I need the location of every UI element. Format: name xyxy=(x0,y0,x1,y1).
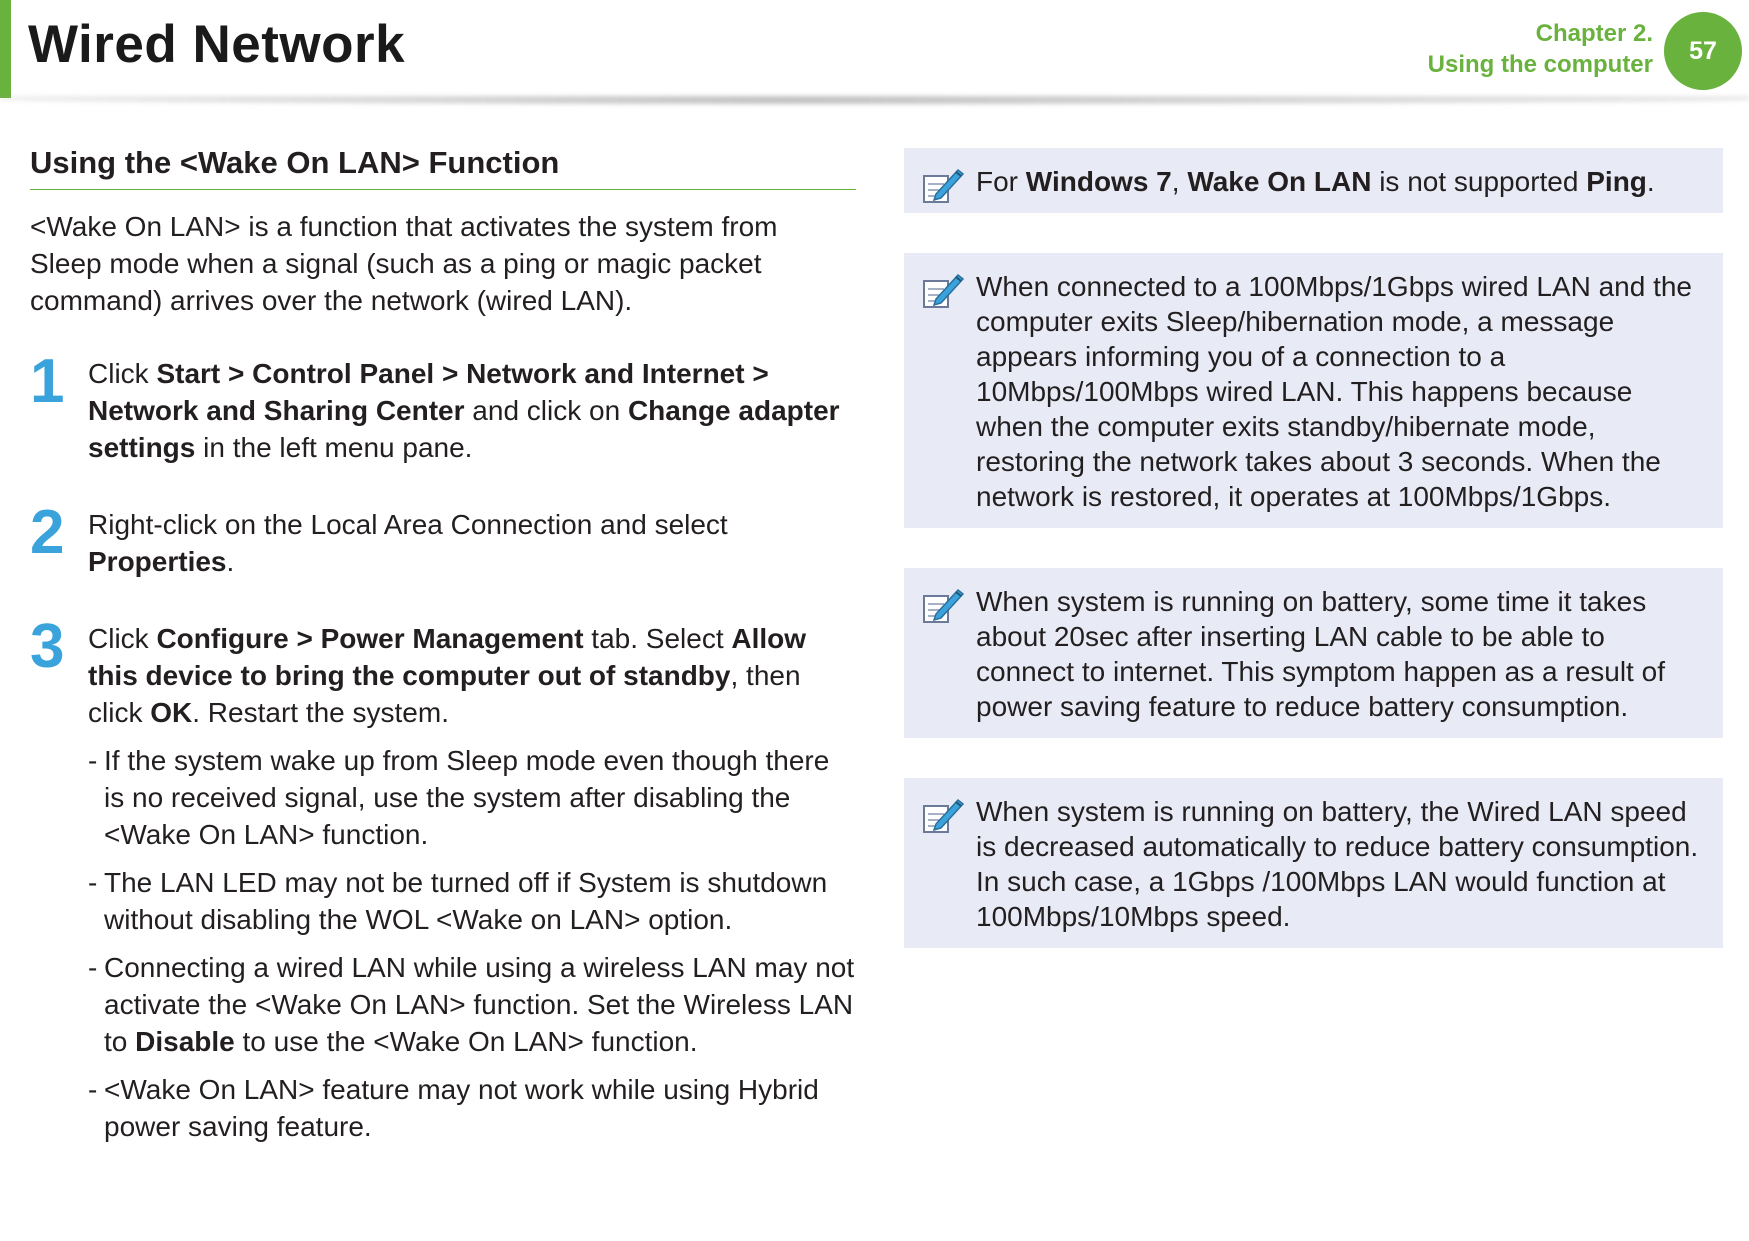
step-text: and click on xyxy=(464,395,628,426)
tip-box xyxy=(904,568,1723,738)
header-divider xyxy=(0,96,1749,104)
tip-text: is not supported xyxy=(1371,166,1587,197)
tip-bold: Wake On LAN xyxy=(1187,166,1372,197)
dash-marker: - xyxy=(88,867,98,898)
tip-box xyxy=(904,148,1723,213)
step-2 xyxy=(30,498,856,580)
intro-paragraph: <Wake On LAN> is a function that activates the system from Sleep mode when a signal (such as a ping or magic packet command) arrives over the network (wired LAN). xyxy=(30,211,778,316)
step-text: , then click xyxy=(88,660,801,728)
step-text: . Restart the system. xyxy=(192,697,449,728)
step-number: 3 xyxy=(30,612,65,681)
step-3-notes xyxy=(88,742,856,1145)
note-text: Connecting a wired LAN while using a wireless LAN may not activate the <Wake On LAN> function. Set the Wireless LAN to xyxy=(104,952,855,1057)
step-text: in the left menu pane. xyxy=(195,432,473,463)
note-item xyxy=(88,864,856,938)
step-text: Right-click on the Local Area Connection and select xyxy=(88,509,728,540)
tip-text: , xyxy=(1171,166,1188,197)
note-text: to use the <Wake On LAN> function. xyxy=(234,1026,698,1057)
step-bold: Start > Control Panel > Network and Internet > Network and Sharing Center xyxy=(88,358,769,426)
step-text: . xyxy=(226,546,235,577)
tip-text: For xyxy=(976,166,1026,197)
step-number: 1 xyxy=(30,347,65,416)
page-title: Wired Network xyxy=(28,15,406,74)
tip-text: . xyxy=(1646,166,1655,197)
main-column xyxy=(30,145,856,1145)
note-item xyxy=(88,1071,856,1145)
note-item xyxy=(88,742,856,853)
note-pencil-icon xyxy=(918,164,968,210)
tip-bold: Ping xyxy=(1586,166,1647,197)
step-bold: Allow this device to bring the computer out of standby xyxy=(88,623,807,691)
tip-text: When system is running on battery, the Wired LAN speed is decreased automatically to reduce battery consumption. In such case, a 1Gbps /100Mbps LAN would function at 100Mbps/10Mbps speed. xyxy=(976,796,1699,932)
note-bold: Disable xyxy=(135,1026,235,1057)
step-bold: Change adapter settings xyxy=(88,395,840,463)
note-text: <Wake On LAN> feature may not work while using Hybrid power saving feature. xyxy=(104,1074,819,1142)
note-pencil-icon xyxy=(918,794,968,840)
tip-text: When system is running on battery, some time it takes about 20sec after inserting LAN cable to be able to connect to internet. This symptom happen as a result of power saving feature to reduce battery consumption. xyxy=(976,586,1665,722)
header-accent-bar xyxy=(0,0,11,98)
chapter-label xyxy=(1428,18,1653,80)
step-text: tab. Select xyxy=(583,623,732,654)
step-1 xyxy=(30,347,856,466)
step-number: 2 xyxy=(30,498,65,567)
dash-marker: - xyxy=(88,952,98,983)
tip-bold: Windows 7 xyxy=(1025,166,1172,197)
tip-box xyxy=(904,778,1723,948)
tip-text: When connected to a 100Mbps/1Gbps wired LAN and the computer exits Sleep/hibernation mode, a message appears informing you of a connection to a 10Mbps/100Mbps wired LAN. This happens because when the computer exits standby/hibernate mode, restoring the network takes about 3 seconds. When the network is restored, it operates at 100Mbps/1Gbps. xyxy=(976,271,1692,512)
note-item xyxy=(88,949,856,1060)
step-text: Click xyxy=(88,358,157,389)
page-number-badge: 57 xyxy=(1664,12,1742,90)
section-heading: Using the <Wake On LAN> Function xyxy=(30,145,856,190)
note-text: The LAN LED may not be turned off if System is shutdown without disabling the WOL <Wake on LAN> option. xyxy=(104,867,828,935)
step-bold: Properties xyxy=(88,546,227,577)
dash-marker: - xyxy=(88,745,98,776)
step-text: Click xyxy=(88,623,157,654)
chapter-number: Chapter 2. xyxy=(1535,20,1653,47)
step-bold: Configure > Power Management xyxy=(156,623,584,654)
tips-column xyxy=(904,148,1723,948)
chapter-title: Using the computer xyxy=(1427,51,1653,78)
note-text: If the system wake up from Sleep mode even though there is no received signal, use the system after disabling the <Wake On LAN> function. xyxy=(104,745,830,850)
step-3 xyxy=(30,612,856,1145)
tip-box xyxy=(904,253,1723,528)
dash-marker: - xyxy=(88,1074,98,1105)
note-pencil-icon xyxy=(918,584,968,630)
step-bold: OK xyxy=(150,697,193,728)
note-pencil-icon xyxy=(918,269,968,315)
